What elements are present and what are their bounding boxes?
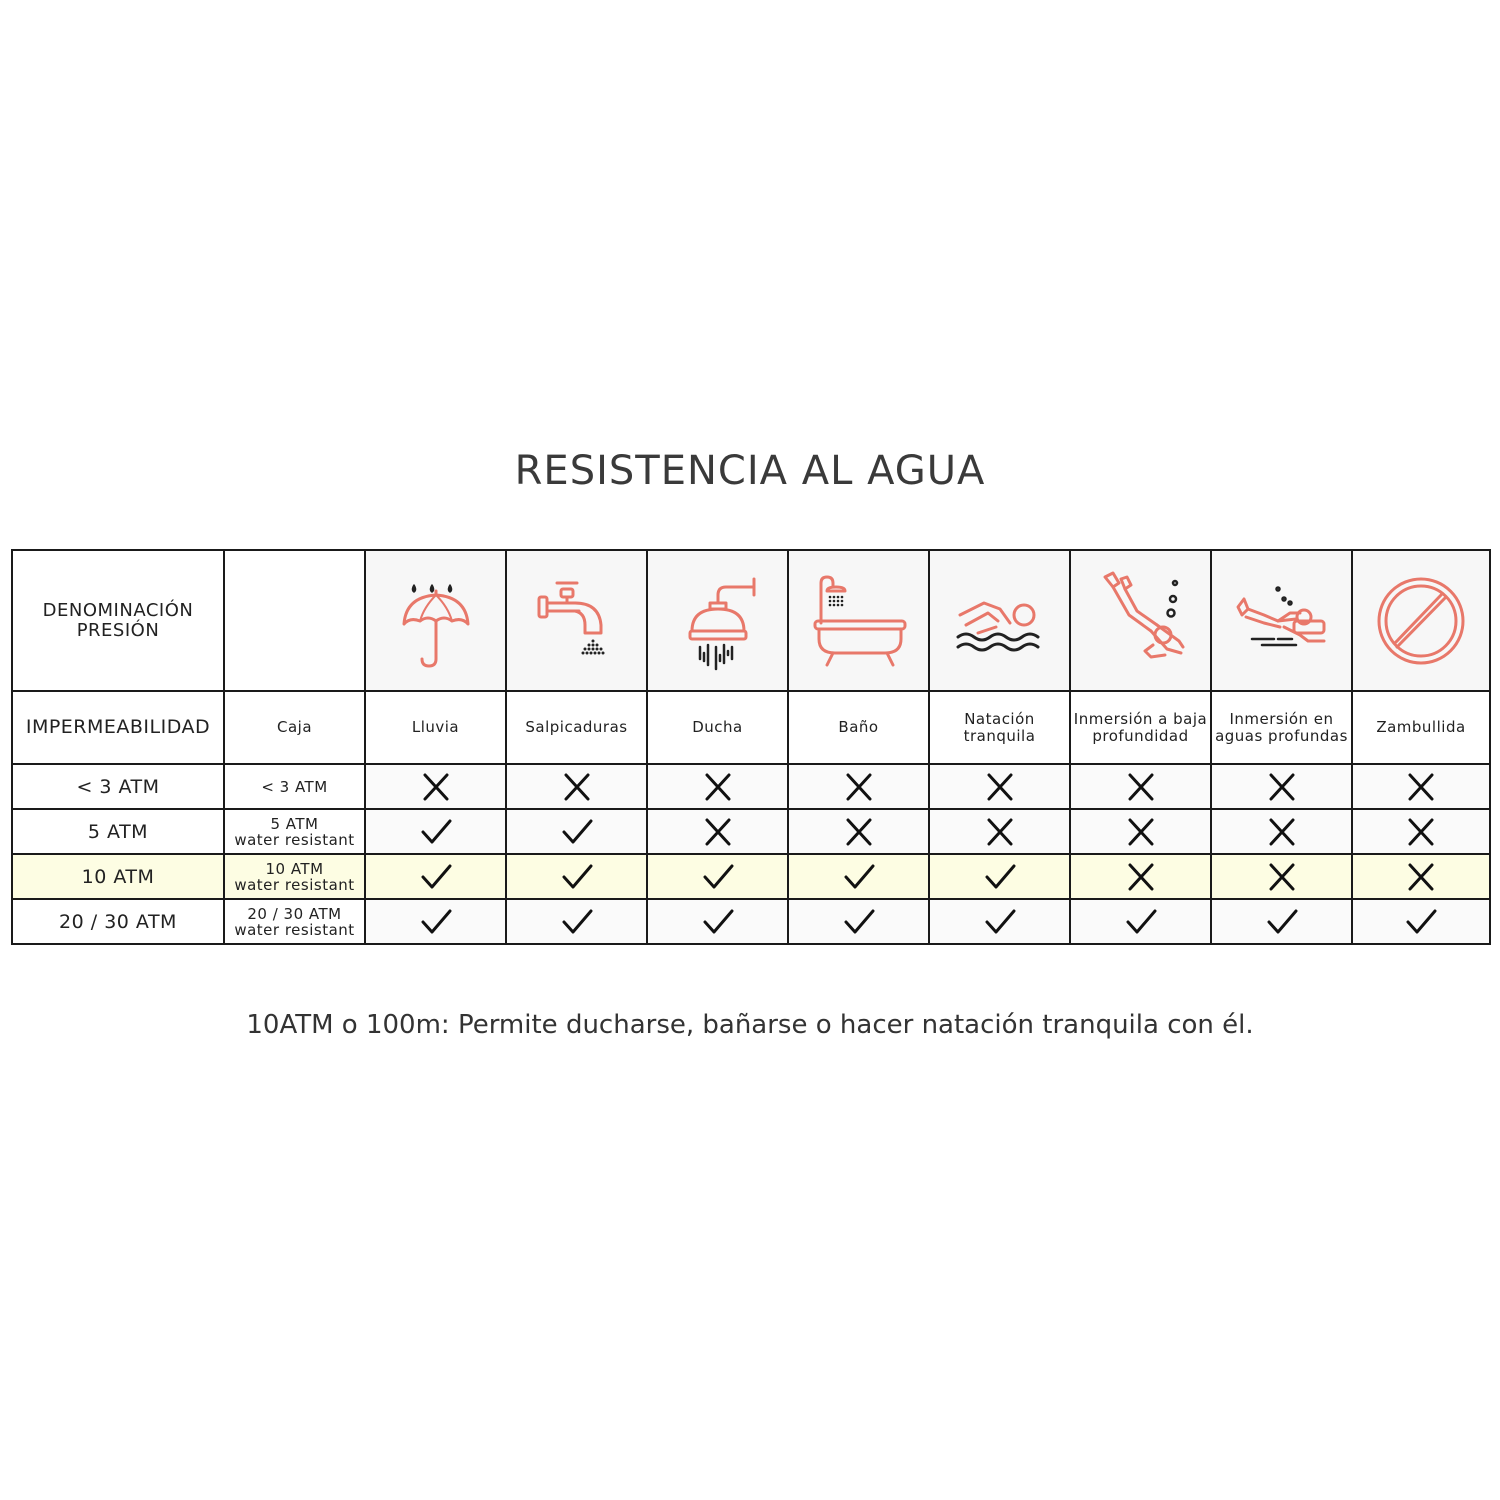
activity-label-inmersion-baja: [1070, 691, 1211, 764]
empty-header-cell: [224, 550, 365, 691]
activity-label-natacion: [929, 691, 1070, 764]
activity-label-ducha: Ducha: [647, 691, 788, 764]
caja-line: 20 / 30 ATM: [247, 904, 342, 923]
pressure-cell: < 3 ATM: [12, 764, 224, 809]
cross-icon: [1122, 815, 1160, 849]
cross-icon: [981, 770, 1019, 804]
mark-cell: [788, 809, 929, 854]
cross-icon: [558, 770, 596, 804]
prohibited-icon: [1373, 569, 1469, 673]
check-icon: [558, 860, 596, 894]
pressure-cell: 5 ATM: [12, 809, 224, 854]
check-icon: [699, 905, 737, 939]
impermeabilidad-header: IMPERMEABILIDAD: [12, 691, 224, 764]
mark-cell: [1352, 899, 1490, 944]
caja-line: water resistant: [234, 875, 355, 894]
caja-line: < 3 ATM: [261, 777, 328, 796]
mark-cell: [506, 899, 647, 944]
mark-cell: [1070, 854, 1211, 899]
activity-label-line: aguas profundas: [1215, 726, 1348, 745]
table-row: [12, 899, 1490, 944]
cross-icon: [840, 770, 878, 804]
cross-icon: [1122, 770, 1160, 804]
caja-header: Caja: [224, 691, 365, 764]
activity-label-inmersion-profunda: [1211, 691, 1352, 764]
mark-cell: [506, 764, 647, 809]
mark-cell: [365, 764, 506, 809]
activity-label-bano: Baño: [788, 691, 929, 764]
umbrella-rain-icon: [388, 569, 484, 673]
check-icon: [981, 905, 1019, 939]
check-icon: [558, 905, 596, 939]
mark-cell: [1070, 809, 1211, 854]
swimmer-icon: [952, 569, 1048, 673]
cross-icon: [1402, 815, 1440, 849]
mark-cell: [365, 809, 506, 854]
activity-label-lluvia: Lluvia: [365, 691, 506, 764]
check-icon: [417, 905, 455, 939]
mark-cell: [1352, 764, 1490, 809]
mark-cell: [647, 899, 788, 944]
icon-cell: [1211, 550, 1352, 691]
rating-rows: [12, 764, 1490, 944]
mark-cell: [1211, 764, 1352, 809]
scuba-diver-icon: [1234, 569, 1330, 673]
mark-cell: [788, 899, 929, 944]
icon-cell: [788, 550, 929, 691]
check-icon: [981, 860, 1019, 894]
mark-cell: [1070, 764, 1211, 809]
faucet-splash-icon: [529, 569, 625, 673]
cross-icon: [1402, 860, 1440, 894]
mark-cell: [647, 809, 788, 854]
check-icon: [417, 860, 455, 894]
mark-cell: [647, 854, 788, 899]
activity-label-line: profundidad: [1092, 726, 1189, 745]
cross-icon: [981, 815, 1019, 849]
table-row: [12, 854, 1490, 899]
caja-line: 5 ATM: [270, 814, 319, 833]
caja-line: water resistant: [234, 920, 355, 939]
mark-cell: [1211, 854, 1352, 899]
icon-cell: [929, 550, 1070, 691]
shower-head-icon: [670, 569, 766, 673]
caja-cell: [224, 854, 365, 899]
mark-cell: [506, 854, 647, 899]
mark-cell: [506, 809, 647, 854]
presion-label: PRESIÓN: [76, 619, 160, 641]
mark-cell: [1352, 809, 1490, 854]
mark-cell: [1352, 854, 1490, 899]
icon-cell: [1352, 550, 1490, 691]
mark-cell: [647, 764, 788, 809]
cross-icon: [1263, 815, 1301, 849]
activity-label-line: Inmersión en: [1229, 709, 1334, 728]
mark-cell: [365, 899, 506, 944]
icon-cell: [506, 550, 647, 691]
mark-cell: [365, 854, 506, 899]
icon-row: [12, 550, 1490, 691]
icon-cell: [1070, 550, 1211, 691]
label-row: [12, 691, 1490, 764]
pressure-cell: 10 ATM: [12, 854, 224, 899]
cross-icon: [840, 815, 878, 849]
mark-cell: [1211, 809, 1352, 854]
check-icon: [1402, 905, 1440, 939]
cross-icon: [1263, 770, 1301, 804]
check-icon: [1122, 905, 1160, 939]
snorkel-diver-icon: [1093, 569, 1189, 673]
caja-line: water resistant: [234, 830, 355, 849]
mark-cell: [1211, 899, 1352, 944]
mark-cell: [1070, 899, 1211, 944]
icon-cell: [647, 550, 788, 691]
check-icon: [840, 905, 878, 939]
caja-line: 10 ATM: [265, 859, 324, 878]
mark-cell: [929, 899, 1070, 944]
mark-cell: [788, 854, 929, 899]
mark-cell: [929, 809, 1070, 854]
mark-cell: [929, 764, 1070, 809]
check-icon: [558, 815, 596, 849]
activity-label-line: Natación: [964, 709, 1035, 728]
check-icon: [699, 860, 737, 894]
water-resistance-table: [11, 549, 1491, 945]
check-icon: [840, 860, 878, 894]
caja-cell: [224, 899, 365, 944]
activity-label-salpicaduras: Salpicaduras: [506, 691, 647, 764]
table-row: [12, 764, 1490, 809]
caja-cell: [224, 764, 365, 809]
cross-icon: [1122, 860, 1160, 894]
mark-cell: [788, 764, 929, 809]
table-row: [12, 809, 1490, 854]
caja-cell: [224, 809, 365, 854]
footnote: 10ATM o 100m: Permite ducharse, bañarse o hacer natación tranquila con él.: [246, 1010, 1254, 1040]
page-title: RESISTENCIA AL AGUA: [514, 448, 986, 494]
bathtub-icon: [811, 569, 907, 673]
mark-cell: [929, 854, 1070, 899]
cross-icon: [417, 770, 455, 804]
activity-label-line: tranquila: [963, 726, 1036, 745]
denominacion-label: DENOMINACIÓN: [42, 599, 194, 621]
corner-header-cell: [12, 550, 224, 691]
pressure-cell: 20 / 30 ATM: [12, 899, 224, 944]
icon-cell: [365, 550, 506, 691]
check-icon: [417, 815, 455, 849]
cross-icon: [1402, 770, 1440, 804]
cross-icon: [1263, 860, 1301, 894]
activity-label-line: Inmersión a baja: [1073, 709, 1208, 728]
cross-icon: [699, 815, 737, 849]
cross-icon: [699, 770, 737, 804]
activity-label-zambullida: Zambullida: [1352, 691, 1490, 764]
check-icon: [1263, 905, 1301, 939]
